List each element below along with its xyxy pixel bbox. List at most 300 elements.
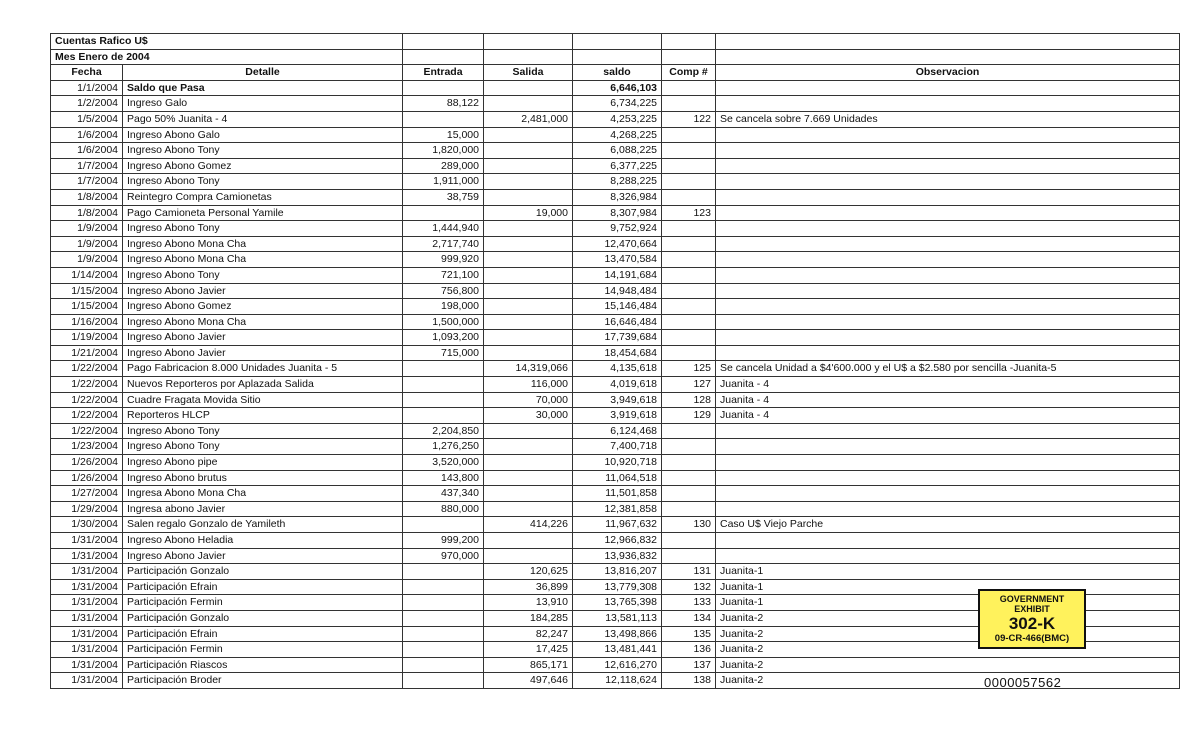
- cell-observacion: [716, 299, 1180, 315]
- cell-salida: [484, 267, 573, 283]
- exhibit-case: 09-CR-466(BMC): [994, 633, 1070, 644]
- cell-comp: 131: [662, 564, 716, 580]
- header-salida: Salida: [484, 65, 573, 81]
- cell-comp: [662, 158, 716, 174]
- table-row: [51, 189, 1180, 205]
- cell-salida: [484, 283, 573, 299]
- cell-salida: 120,625: [484, 564, 573, 580]
- cell-salida: 116,000: [484, 377, 573, 393]
- table-row: [51, 96, 1180, 112]
- cell-saldo: 6,734,225: [573, 96, 662, 112]
- cell-salida: [484, 158, 573, 174]
- cell-detalle: Ingreso Abono pipe: [123, 455, 403, 471]
- cell-detalle: Ingresa Abono Mona Cha: [123, 486, 403, 502]
- cell-saldo: 12,616,270: [573, 657, 662, 673]
- cell-salida: [484, 299, 573, 315]
- cell-fecha: 1/23/2004: [51, 439, 123, 455]
- cell-detalle: Participación Broder: [123, 673, 403, 689]
- cell-saldo: 15,146,484: [573, 299, 662, 315]
- cell-detalle: Ingreso Abono Javier: [123, 330, 403, 346]
- cell-salida: [484, 174, 573, 190]
- cell-saldo: 4,019,618: [573, 377, 662, 393]
- cell-observacion: Juanita-2: [716, 610, 1180, 626]
- cell-comp: [662, 470, 716, 486]
- cell-fecha: 1/6/2004: [51, 127, 123, 143]
- table-row: [51, 267, 1180, 283]
- sheet-title: Cuentas Rafico U$: [51, 34, 403, 50]
- cell-observacion: Se cancela Unidad a $4'600.000 y el U$ a $2.580 por sencilla -Juanita-5: [716, 361, 1180, 377]
- cell-entrada: 999,920: [403, 252, 484, 268]
- table-row: [51, 80, 1180, 96]
- cell-comp: 130: [662, 517, 716, 533]
- cell-detalle: Pago Fabricacion 8.000 Unidades Juanita - 5: [123, 361, 403, 377]
- table-row: [51, 657, 1180, 673]
- cell-detalle: Pago 50% Juanita - 4: [123, 111, 403, 127]
- cell-fecha: 1/1/2004: [51, 80, 123, 96]
- cell-observacion: [716, 423, 1180, 439]
- cell-saldo: 6,124,468: [573, 423, 662, 439]
- cell-saldo: 13,816,207: [573, 564, 662, 580]
- cell-fecha: 1/14/2004: [51, 267, 123, 283]
- cell-comp: 136: [662, 642, 716, 658]
- bates-number: 0000057562: [984, 675, 1062, 690]
- cell-comp: 133: [662, 595, 716, 611]
- header-comp: Comp #: [662, 65, 716, 81]
- cell-fecha: 1/19/2004: [51, 330, 123, 346]
- table-row: [51, 330, 1180, 346]
- cell-entrada: [403, 610, 484, 626]
- cell-observacion: [716, 158, 1180, 174]
- cell-entrada: 1,276,250: [403, 439, 484, 455]
- cell-saldo: 13,498,866: [573, 626, 662, 642]
- cell-observacion: [716, 143, 1180, 159]
- cell-salida: [484, 236, 573, 252]
- cell-detalle: Participación Fermin: [123, 595, 403, 611]
- cell-detalle: Ingreso Abono Heladia: [123, 533, 403, 549]
- cell-fecha: 1/8/2004: [51, 189, 123, 205]
- cell-comp: [662, 252, 716, 268]
- cell-entrada: 1,911,000: [403, 174, 484, 190]
- cell-detalle: Participación Efrain: [123, 579, 403, 595]
- cell-detalle: Participación Gonzalo: [123, 564, 403, 580]
- cell-saldo: 14,948,484: [573, 283, 662, 299]
- cell-fecha: 1/9/2004: [51, 252, 123, 268]
- cell-detalle: Participación Gonzalo: [123, 610, 403, 626]
- cell-fecha: 1/31/2004: [51, 673, 123, 689]
- cell-saldo: 6,088,225: [573, 143, 662, 159]
- header-row: [51, 65, 1180, 81]
- cell-observacion: Juanita-2: [716, 626, 1180, 642]
- cell-entrada: [403, 642, 484, 658]
- cell-saldo: 13,581,113: [573, 610, 662, 626]
- table-row: [51, 314, 1180, 330]
- cell-saldo: 6,646,103: [573, 80, 662, 96]
- cell-comp: [662, 267, 716, 283]
- cell-comp: [662, 221, 716, 237]
- exhibit-line2: EXHIBIT: [1014, 604, 1050, 614]
- cell-saldo: 14,191,684: [573, 267, 662, 283]
- cell-comp: 129: [662, 408, 716, 424]
- cell-salida: 70,000: [484, 392, 573, 408]
- cell-salida: 14,319,066: [484, 361, 573, 377]
- cell-comp: [662, 283, 716, 299]
- cell-detalle: Ingreso Abono Javier: [123, 283, 403, 299]
- table-row: [51, 221, 1180, 237]
- cell-salida: 30,000: [484, 408, 573, 424]
- cell-detalle: Ingreso Abono Gomez: [123, 299, 403, 315]
- cell-fecha: 1/2/2004: [51, 96, 123, 112]
- cell-observacion: [716, 267, 1180, 283]
- cell-saldo: 17,739,684: [573, 330, 662, 346]
- cell-salida: [484, 252, 573, 268]
- cell-entrada: [403, 111, 484, 127]
- cell-detalle: Salen regalo Gonzalo de Yamileth: [123, 517, 403, 533]
- cell-fecha: 1/31/2004: [51, 642, 123, 658]
- cell-fecha: 1/31/2004: [51, 657, 123, 673]
- cell-comp: [662, 314, 716, 330]
- cell-comp: [662, 189, 716, 205]
- table-row: [51, 236, 1180, 252]
- cell-comp: 134: [662, 610, 716, 626]
- cell-salida: 865,171: [484, 657, 573, 673]
- cell-saldo: 3,919,618: [573, 408, 662, 424]
- cell-entrada: 289,000: [403, 158, 484, 174]
- cell-saldo: 12,470,664: [573, 236, 662, 252]
- cell-detalle: Ingreso Abono Mona Cha: [123, 252, 403, 268]
- header-fecha: Fecha: [51, 65, 123, 81]
- cell-salida: [484, 127, 573, 143]
- cell-salida: 19,000: [484, 205, 573, 221]
- cell-entrada: 2,204,850: [403, 423, 484, 439]
- cell-entrada: [403, 517, 484, 533]
- cell-detalle: Ingreso Abono Galo: [123, 127, 403, 143]
- cell-comp: [662, 439, 716, 455]
- cell-comp: [662, 330, 716, 346]
- cell-saldo: 11,501,858: [573, 486, 662, 502]
- cell-salida: [484, 189, 573, 205]
- cell-entrada: 721,100: [403, 267, 484, 283]
- table-row: [51, 174, 1180, 190]
- cell-entrada: 970,000: [403, 548, 484, 564]
- cell-entrada: [403, 205, 484, 221]
- cell-fecha: 1/21/2004: [51, 345, 123, 361]
- cell-detalle: Pago Camioneta Personal Yamile: [123, 205, 403, 221]
- cell-salida: [484, 439, 573, 455]
- cell-fecha: 1/22/2004: [51, 377, 123, 393]
- cell-observacion: [716, 80, 1180, 96]
- cell-comp: 128: [662, 392, 716, 408]
- cell-detalle: Cuadre Fragata Movida Sitio: [123, 392, 403, 408]
- cell-fecha: 1/9/2004: [51, 221, 123, 237]
- cell-salida: [484, 533, 573, 549]
- cell-observacion: Juanita-2: [716, 642, 1180, 658]
- table-row: [51, 501, 1180, 517]
- cell-saldo: 4,135,618: [573, 361, 662, 377]
- cell-detalle: Participación Fermin: [123, 642, 403, 658]
- cell-comp: [662, 174, 716, 190]
- cell-detalle: Ingreso Abono Tony: [123, 423, 403, 439]
- cell-entrada: [403, 408, 484, 424]
- cell-observacion: [716, 486, 1180, 502]
- cell-saldo: 8,288,225: [573, 174, 662, 190]
- cell-fecha: 1/5/2004: [51, 111, 123, 127]
- cell-entrada: 1,820,000: [403, 143, 484, 159]
- table-row: [51, 205, 1180, 221]
- cell-fecha: 1/7/2004: [51, 158, 123, 174]
- cell-comp: 135: [662, 626, 716, 642]
- cell-fecha: 1/31/2004: [51, 579, 123, 595]
- cell-detalle: Ingreso Abono Javier: [123, 548, 403, 564]
- cell-observacion: Juanita-1: [716, 564, 1180, 580]
- table-row: [51, 283, 1180, 299]
- table-row: [51, 517, 1180, 533]
- cell-comp: 138: [662, 673, 716, 689]
- cell-salida: 2,481,000: [484, 111, 573, 127]
- table-row: [51, 377, 1180, 393]
- cell-detalle: Ingreso Abono Tony: [123, 143, 403, 159]
- cell-entrada: [403, 579, 484, 595]
- cell-entrada: 3,520,000: [403, 455, 484, 471]
- cell-saldo: 12,966,832: [573, 533, 662, 549]
- cell-saldo: 13,481,441: [573, 642, 662, 658]
- sheet-title-row: [51, 34, 1180, 50]
- cell-entrada: [403, 626, 484, 642]
- table-row: [51, 548, 1180, 564]
- cell-detalle: Ingreso Abono brutus: [123, 470, 403, 486]
- cell-comp: 123: [662, 205, 716, 221]
- cell-detalle: Ingreso Abono Tony: [123, 174, 403, 190]
- table-row: [51, 158, 1180, 174]
- cell-fecha: 1/6/2004: [51, 143, 123, 159]
- cell-saldo: 8,307,984: [573, 205, 662, 221]
- cell-observacion: [716, 345, 1180, 361]
- table-row: [51, 111, 1180, 127]
- cell-detalle: Reporteros HLCP: [123, 408, 403, 424]
- cell-comp: [662, 143, 716, 159]
- cell-observacion: [716, 174, 1180, 190]
- cell-fecha: 1/31/2004: [51, 533, 123, 549]
- cell-observacion: Juanita - 4: [716, 377, 1180, 393]
- cell-saldo: 13,470,584: [573, 252, 662, 268]
- cell-comp: [662, 299, 716, 315]
- cell-saldo: 3,949,618: [573, 392, 662, 408]
- cell-entrada: 1,444,940: [403, 221, 484, 237]
- cell-comp: 127: [662, 377, 716, 393]
- exhibit-number: 302-K: [1008, 614, 1056, 633]
- cell-fecha: 1/22/2004: [51, 361, 123, 377]
- table-row: [51, 392, 1180, 408]
- cell-salida: 184,285: [484, 610, 573, 626]
- cell-observacion: Juanita-1: [716, 579, 1180, 595]
- cell-comp: 132: [662, 579, 716, 595]
- cell-saldo: 11,064,518: [573, 470, 662, 486]
- cell-salida: 414,226: [484, 517, 573, 533]
- cell-fecha: 1/16/2004: [51, 314, 123, 330]
- cell-comp: [662, 548, 716, 564]
- cell-salida: 497,646: [484, 673, 573, 689]
- cell-detalle: Participación Efrain: [123, 626, 403, 642]
- cell-saldo: 7,400,718: [573, 439, 662, 455]
- cell-saldo: 13,765,398: [573, 595, 662, 611]
- cell-salida: [484, 548, 573, 564]
- cell-fecha: 1/31/2004: [51, 610, 123, 626]
- cell-detalle: Ingreso Galo: [123, 96, 403, 112]
- cell-entrada: [403, 564, 484, 580]
- cell-saldo: 8,326,984: [573, 189, 662, 205]
- cell-comp: 137: [662, 657, 716, 673]
- cell-comp: [662, 501, 716, 517]
- cell-fecha: 1/7/2004: [51, 174, 123, 190]
- cell-observacion: [716, 127, 1180, 143]
- cell-entrada: 715,000: [403, 345, 484, 361]
- cell-fecha: 1/22/2004: [51, 408, 123, 424]
- cell-detalle: Ingresa abono Javier: [123, 501, 403, 517]
- table-row: [51, 470, 1180, 486]
- table-row: [51, 564, 1180, 580]
- cell-fecha: 1/22/2004: [51, 392, 123, 408]
- cell-detalle: Participación Riascos: [123, 657, 403, 673]
- cell-saldo: 9,752,924: [573, 221, 662, 237]
- cell-entrada: 756,800: [403, 283, 484, 299]
- cell-detalle: Saldo que Pasa: [123, 80, 403, 96]
- cell-entrada: 38,759: [403, 189, 484, 205]
- cell-observacion: [716, 236, 1180, 252]
- cell-salida: [484, 143, 573, 159]
- cell-entrada: 1,093,200: [403, 330, 484, 346]
- table-row: [51, 408, 1180, 424]
- cell-detalle: Ingreso Abono Tony: [123, 439, 403, 455]
- cell-saldo: 16,646,484: [573, 314, 662, 330]
- cell-fecha: 1/22/2004: [51, 423, 123, 439]
- cell-comp: [662, 236, 716, 252]
- cell-comp: [662, 80, 716, 96]
- cell-entrada: [403, 673, 484, 689]
- cell-salida: [484, 470, 573, 486]
- cell-saldo: 18,454,684: [573, 345, 662, 361]
- cell-entrada: 1,500,000: [403, 314, 484, 330]
- cell-entrada: [403, 392, 484, 408]
- cell-fecha: 1/9/2004: [51, 236, 123, 252]
- cell-observacion: [716, 205, 1180, 221]
- cell-observacion: [716, 470, 1180, 486]
- cell-saldo: 13,779,308: [573, 579, 662, 595]
- cell-entrada: 437,340: [403, 486, 484, 502]
- table-row: [51, 423, 1180, 439]
- cell-salida: [484, 314, 573, 330]
- cell-fecha: 1/29/2004: [51, 501, 123, 517]
- cell-detalle: Ingreso Abono Gomez: [123, 158, 403, 174]
- cell-comp: 122: [662, 111, 716, 127]
- cell-observacion: [716, 252, 1180, 268]
- table-row: [51, 299, 1180, 315]
- cell-fecha: 1/26/2004: [51, 455, 123, 471]
- cell-comp: [662, 455, 716, 471]
- cell-observacion: Juanita-2: [716, 657, 1180, 673]
- cell-comp: [662, 486, 716, 502]
- cell-fecha: 1/30/2004: [51, 517, 123, 533]
- cell-fecha: 1/31/2004: [51, 595, 123, 611]
- sheet-month-row: [51, 49, 1180, 65]
- header-saldo: saldo: [573, 65, 662, 81]
- table-row: [51, 345, 1180, 361]
- cell-observacion: Se cancela sobre 7.669 Unidades: [716, 111, 1180, 127]
- cell-fecha: 1/15/2004: [51, 299, 123, 315]
- cell-salida: 36,899: [484, 579, 573, 595]
- cell-detalle: Ingreso Abono Tony: [123, 221, 403, 237]
- cell-saldo: 4,253,225: [573, 111, 662, 127]
- cell-detalle: Ingreso Abono Mona Cha: [123, 314, 403, 330]
- cell-comp: [662, 127, 716, 143]
- cell-entrada: [403, 657, 484, 673]
- cell-salida: [484, 80, 573, 96]
- cell-entrada: 2,717,740: [403, 236, 484, 252]
- cell-observacion: [716, 533, 1180, 549]
- table-row: [51, 252, 1180, 268]
- cell-fecha: 1/27/2004: [51, 486, 123, 502]
- header-entrada: Entrada: [403, 65, 484, 81]
- cell-comp: [662, 423, 716, 439]
- cell-entrada: 999,200: [403, 533, 484, 549]
- table-row: [51, 439, 1180, 455]
- sheet-month: Mes Enero de 2004: [51, 49, 403, 65]
- cell-fecha: 1/31/2004: [51, 626, 123, 642]
- cell-fecha: 1/31/2004: [51, 564, 123, 580]
- cell-observacion: [716, 221, 1180, 237]
- cell-observacion: Juanita-1: [716, 595, 1180, 611]
- cell-salida: [484, 330, 573, 346]
- cell-saldo: 6,377,225: [573, 158, 662, 174]
- cell-observacion: [716, 455, 1180, 471]
- cell-observacion: [716, 501, 1180, 517]
- table-row: [51, 455, 1180, 471]
- cell-detalle: Ingreso Abono Mona Cha: [123, 236, 403, 252]
- cell-entrada: 880,000: [403, 501, 484, 517]
- cell-observacion: [716, 189, 1180, 205]
- cell-observacion: [716, 283, 1180, 299]
- cell-observacion: Caso U$ Viejo Parche: [716, 517, 1180, 533]
- cell-salida: [484, 221, 573, 237]
- cell-entrada: [403, 377, 484, 393]
- cell-fecha: 1/31/2004: [51, 548, 123, 564]
- cell-observacion: Juanita - 4: [716, 408, 1180, 424]
- exhibit-line1: GOVERNMENT: [999, 594, 1065, 604]
- cell-saldo: 13,936,832: [573, 548, 662, 564]
- cell-entrada: 143,800: [403, 470, 484, 486]
- cell-entrada: [403, 595, 484, 611]
- cell-comp: [662, 345, 716, 361]
- cell-observacion: [716, 330, 1180, 346]
- cell-saldo: 11,967,632: [573, 517, 662, 533]
- cell-fecha: 1/15/2004: [51, 283, 123, 299]
- cell-saldo: 4,268,225: [573, 127, 662, 143]
- header-detalle: Detalle: [123, 65, 403, 81]
- cell-detalle: Ingreso Abono Javier: [123, 345, 403, 361]
- cell-salida: [484, 96, 573, 112]
- cell-salida: [484, 345, 573, 361]
- cell-comp: 125: [662, 361, 716, 377]
- cell-detalle: Reintegro Compra Camionetas: [123, 189, 403, 205]
- table-row: [51, 143, 1180, 159]
- cell-detalle: Nuevos Reporteros por Aplazada Salida: [123, 377, 403, 393]
- cell-observacion: Juanita-2: [716, 673, 1180, 689]
- cell-observacion: [716, 548, 1180, 564]
- cell-observacion: [716, 439, 1180, 455]
- cell-entrada: [403, 361, 484, 377]
- cell-salida: [484, 455, 573, 471]
- cell-entrada: [403, 80, 484, 96]
- cell-entrada: 15,000: [403, 127, 484, 143]
- cell-observacion: Juanita - 4: [716, 392, 1180, 408]
